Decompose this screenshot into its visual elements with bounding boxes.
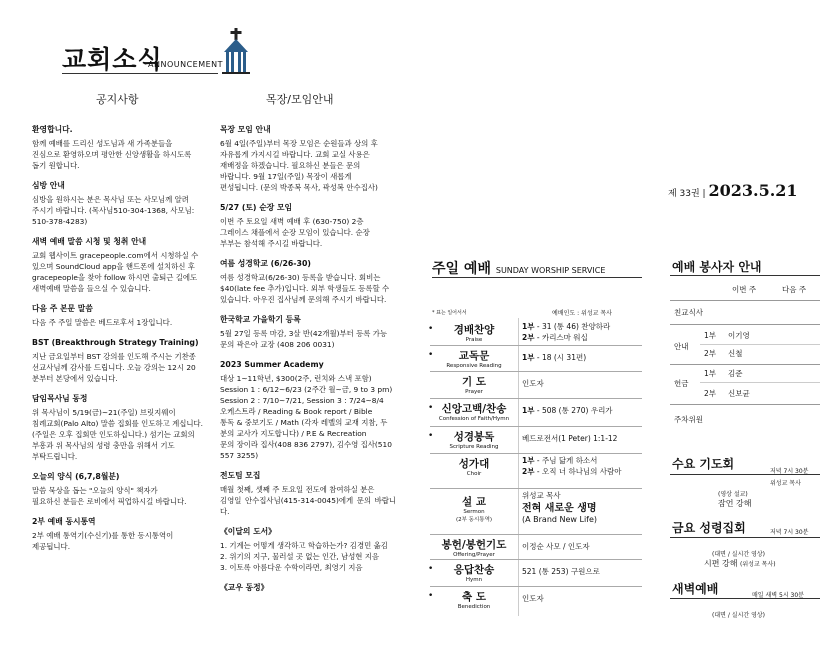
notice-body: 함께 예배를 드리신 성도님과 새 가족분들을 진심으로 환영하오며 평안한 신앙생활을 하시도록 돕기 원합니다.: [32, 139, 192, 170]
notice-title: 심방 안내: [32, 181, 65, 190]
worship-item-en: Prayer: [465, 389, 483, 395]
col-next-week: 다음 주: [782, 285, 807, 294]
worship-separator: [430, 534, 642, 535]
worship-item-detail: [518, 491, 645, 525]
worship-item-ko: 성경봉독: [453, 431, 495, 443]
notice-body: 여름 성경학교(6/26-30) 등록을 받습니다. 회비는 $40(late fee 추가)입니다. 외부 학생들도 등록할 수 있습니다. 아우진 집사님께 문의해 주시기 바랍니다.: [220, 273, 390, 304]
standing-marker: •: [428, 324, 434, 334]
worship-item: [430, 589, 645, 610]
fri-time: 저녁 7시 30분: [770, 529, 809, 536]
worship-title-ko: 주일 예배: [432, 261, 491, 277]
fri-note: (대면 / 실시간 영상): [712, 551, 765, 558]
worship-title-en: SUNDAY WORSHIP SERVICE: [495, 266, 606, 275]
issue-info: [668, 181, 798, 200]
worship-item-detail: [518, 434, 645, 445]
notice-section: [32, 180, 208, 227]
worship-item-name: [430, 589, 518, 610]
fri-rule: [670, 537, 820, 538]
worship-separator: [430, 559, 642, 560]
worship-item: [430, 401, 645, 422]
worship-item: [430, 456, 645, 477]
worship-item-name: [430, 494, 518, 523]
worship-item-detail: [518, 456, 645, 477]
notice-title: 여름 성경학교 (6/26-30): [220, 259, 311, 268]
page-subtitle: ANNOUNCEMENT: [148, 60, 224, 69]
wed-title: 수요 기도회: [672, 457, 735, 471]
notice-section: [220, 258, 396, 305]
worship-item-detail: [518, 379, 645, 390]
worship-item: [430, 322, 645, 343]
notice-section: [220, 526, 396, 573]
dawn-rule: [670, 598, 820, 599]
usher-name-2: 신철: [728, 349, 743, 358]
service-part: 1부: [522, 322, 535, 331]
worship-item-en: Scripture Reading: [449, 444, 499, 450]
notice-body: 대상 1~11학년, $300(2주, 런치와 스낵 포함) Session 1 : 6/12~6/23 (2주간 월~금, 9 to 3 pm) Session 2 : 7/10~7/21, Session 3 : 7/24~8/4 오케스트라 / Reading & Book report / Bible 통독 & 중보기도 / Math (각자 레벨의 교재 지참, 두 분의 교사가 지도합니다) / P.E & Recreation 문의 장이라 집사(408 836 2797), 김수영 집사(510 557 3255): [220, 374, 393, 460]
wed-leader: 위성교 목사: [770, 480, 801, 487]
issue-date: 2023.5.21: [708, 181, 798, 200]
col-this-week: 이번 주: [732, 285, 757, 294]
notice-section: [220, 470, 396, 517]
offering-label: 헌금: [674, 379, 689, 388]
service-leader: 예배인도 : 위성교 목사: [552, 310, 612, 317]
worship-item-en: Sermon: [463, 508, 485, 515]
worship-item: [430, 374, 645, 395]
groups-column: [220, 124, 396, 602]
standing-marker: •: [428, 564, 434, 574]
worship-item-ko: 설 교: [462, 495, 486, 508]
worship-item-name: [430, 429, 518, 450]
notice-title: BST (Breakthrough Strategy Training): [32, 338, 199, 347]
notice-title: 《이달의 도서》: [220, 527, 276, 536]
fri-title: 금요 성령집회: [672, 521, 746, 535]
notice-section: [220, 582, 396, 593]
worship-separator: [430, 453, 642, 454]
worship-item-detail: [518, 567, 645, 578]
worship-separator: [430, 488, 642, 489]
worship-item-ko: 경배찬양: [453, 324, 495, 336]
worship-item-en: Praise: [465, 337, 483, 343]
worship-separator: [430, 345, 642, 346]
dawn-title: 새벽예배: [672, 582, 719, 596]
service-text: 이정순 사모 / 인도자: [522, 542, 590, 552]
notice-body: 6월 4일(주일)부터 목장 모임은 순원들과 상의 후 자유롭게 가지시길 바랍니다. 교회 교실 사용은 재배정을 하겠습니다. 필요하신 분들은 문의 바랍니다. 9월 17일(주일) 목장이 새롭게 편성됩니다. (문의 박종복 목사, 곽성복 안수집사): [220, 139, 378, 192]
worship-item-detail: [518, 594, 645, 605]
standing-marker: •: [428, 591, 434, 601]
worship-item-en: Offering/Prayer: [453, 552, 495, 558]
worship-separator: [430, 398, 642, 399]
notice-title: 다음 주 본문 말씀: [32, 304, 93, 313]
offering-name-2: 신보균: [728, 389, 750, 398]
notice-section: [32, 124, 208, 171]
notice-body: 말씀 묵상을 돕는 "오늘의 양식" 책자가 필요하신 분들은 로비에서 픽업하시길 바랍니다.: [32, 486, 187, 506]
worship-item-ko: 봉헌/봉헌기도: [441, 539, 507, 551]
notice-section: [32, 236, 208, 294]
fellowship-meal-label: 친교식사: [674, 308, 703, 317]
notice-body: 심방을 원하시는 분은 목사님 또는 사모님께 알려 주시기 바랍니다. (목사님510-304-1368, 사모님: 510-378-4283): [32, 195, 195, 226]
worship-separator: [430, 426, 642, 427]
worship-item-en: Choir: [466, 471, 482, 477]
notice-title: 《교우 동정》: [220, 583, 269, 592]
service-part: 2부: [522, 466, 535, 476]
worship-item-ko: 성가대: [458, 458, 490, 470]
worship-item-name: [430, 348, 518, 369]
service-text: - 주님 닮게 하소서: [534, 456, 598, 465]
service-text: 인도자: [522, 594, 544, 604]
notices-column: [32, 124, 208, 561]
worship-item: [430, 429, 645, 450]
notice-title: 5/27 (토) 순장 모임: [220, 203, 293, 212]
notice-title: 목장 모임 안내: [220, 125, 271, 134]
worship-item-name: [430, 401, 518, 422]
page-title: 교회소식: [62, 45, 163, 74]
worship-item-ko: 축 도: [462, 591, 486, 603]
standing-note: * 표는 일어서서: [432, 310, 467, 316]
service-text: 전혀 새로운 생명: [522, 502, 597, 514]
worship-item-en: Hymn: [465, 577, 483, 583]
worship-item: [430, 491, 645, 525]
offering-part-2: 2부: [704, 389, 717, 398]
wed-rule: [670, 474, 820, 475]
service-text: 베드로전서(1 Peter) 1:1-12: [522, 434, 618, 444]
wed-topic: 잠언 강해: [718, 499, 752, 508]
worship-item: [430, 562, 645, 583]
usher-part-2: 2부: [704, 349, 717, 358]
worship-item-en: Responsive Reading: [446, 363, 502, 369]
service-text: - 오직 너 하나님의 사람아: [534, 466, 622, 476]
notice-title: 환영합니다.: [32, 125, 73, 134]
service-text: - 카리스마 워십: [534, 332, 588, 342]
parking-label: 주차위원: [674, 415, 703, 424]
notice-title: 2부 예배 동시통역: [32, 517, 96, 526]
service-text: - 31 (통 46) 찬양하라: [534, 322, 611, 331]
notice-title: 2023 Summer Academy: [220, 360, 324, 369]
notice-section: [32, 303, 208, 328]
standing-marker: •: [428, 403, 434, 413]
notice-title: 전도팀 모집: [220, 471, 261, 480]
column-heading-groups: 목장/모임안내: [266, 93, 334, 106]
worship-item-en: Confession of Faith/Hymn: [438, 416, 510, 422]
worship-item-ko: 신앙고백/찬송: [441, 403, 507, 415]
worship-title: [432, 258, 605, 278]
worship-item-detail: [518, 353, 645, 364]
worship-item-name: [430, 562, 518, 583]
notice-section: [220, 202, 396, 249]
usher-name-1: 이기영: [728, 331, 750, 340]
worship-separator: [430, 371, 642, 372]
worship-rule: [432, 277, 642, 278]
notice-section: [32, 393, 208, 462]
service-part: 2부: [522, 332, 535, 342]
worship-item-name: [430, 322, 518, 343]
notice-body: 1. 기계는 어떻게 생각하고 학습하는가? 김경민 옮김 2. 위기의 지구, 물러설 곳 없는 인간, 남성현 지음 3. 이토록 아름다운 수학이라면, 최영기 지음: [220, 541, 388, 572]
standing-marker: •: [428, 431, 434, 441]
notice-title: 새벽 예배 말씀 시청 및 청취 안내: [32, 237, 147, 246]
church-icon: [222, 28, 250, 74]
notice-body: 다음 주 주일 말씀은 베드로후서 1장입니다.: [32, 318, 173, 327]
notice-section: [32, 471, 208, 507]
notice-body: 매월 첫째, 셋째 주 토요일 전도에 참여하실 분은 김영일 안수집사님(415-314-0045)에게 문의 바랍니다.: [220, 485, 396, 516]
dawn-note: (대면 / 실시간 영상): [712, 612, 765, 619]
notice-section: [220, 314, 396, 350]
worship-item-detail: [518, 542, 645, 553]
service-part: 1부: [522, 353, 535, 363]
worship-item: [430, 348, 645, 369]
wed-time: 저녁 7시 30분: [770, 468, 809, 475]
notice-body: 이번 주 토요일 새벽 예배 후 (630-750) 2층 그레이스 채플에서 순장 모임이 있습니다. 순장 부부는 참석해 주시길 바랍니다.: [220, 217, 370, 248]
notice-body: 지난 금요일부터 BST 강의를 인도해 주시는 기찬종 선교사님께 감사를 드립니다. 오늘 강의는 12시 20 분부터 본당에서 있습니다.: [32, 352, 196, 383]
notice-body: 교회 웹사이트 gracepeople.com에서 시청하실 수 있으며 SoundCloud app을 핸드폰에 설치하신 후 gracepeople을 찾아 follow 하시면 출퇴근 길에도 새벽예배 말씀을 들으실 수 있습니다.: [32, 251, 199, 293]
service-text: 521 (통 253) 구원으로: [522, 567, 600, 577]
column-heading-notices: 공지사항: [96, 93, 139, 106]
notice-body: 2부 예배 통역기(수신기)를 통한 동시통역이 제공됩니다.: [32, 531, 174, 551]
servers-table: [670, 280, 820, 430]
fri-topic: 시편 강해 (위성교 목사): [704, 559, 776, 568]
dawn-time: 매일 새벽 5시 30분: [752, 592, 804, 599]
worship-item-detail: [518, 406, 645, 417]
servers-rule: [670, 275, 820, 276]
worship-item-en: Benediction: [457, 604, 491, 610]
service-text: - 18 (시 31편): [534, 353, 587, 363]
issue-volume: 제 33권 |: [668, 189, 706, 199]
worship-item-ko: 교독문: [458, 350, 490, 362]
worship-separator: [430, 586, 642, 587]
notice-title: 담임목사님 동정: [32, 394, 88, 403]
wed-note: (영상 설교): [718, 491, 748, 498]
offering-name-1: 김준: [728, 369, 743, 378]
notice-section: [32, 337, 208, 384]
notice-body: 5월 27일 등록 마감, 3살 반(42개월)부터 등록 가능 문의 곽은아 교장 (408 206 0031): [220, 329, 388, 349]
worship-item-detail: [518, 322, 645, 343]
worship-item: [430, 537, 645, 558]
worship-item-name: [430, 374, 518, 395]
worship-item-ko: 기 도: [462, 376, 486, 388]
worship-item-note: (2부 동시통역): [455, 516, 493, 523]
service-text: 위성교 목사: [522, 491, 561, 500]
standing-marker: •: [428, 350, 434, 360]
notice-body: 위 목사님이 5/19(금)~21(주일) 브릿지웨이 침례교회(Palo Alto) 말씀 집회를 인도하고 계십니다. (주일은 오후 집회만 인도하십니다.) 섬기는 교회의 부흥과 위 목사님의 성령 충만을 위해서 기도 부탁드립니다.: [32, 408, 203, 461]
worship-item-ko: 응답찬송: [453, 564, 495, 576]
ushers-label: 안내: [674, 342, 689, 351]
usher-part-1: 1부: [704, 331, 717, 340]
notice-title: 한국학교 가을학기 등록: [220, 315, 301, 324]
service-text: 인도자: [522, 379, 544, 389]
notice-section: [220, 359, 396, 461]
notice-section: [32, 516, 208, 552]
header-rule: [62, 73, 218, 74]
service-part: 1부: [522, 406, 535, 416]
notice-section: [220, 124, 396, 193]
service-text: (A Brand New Life): [522, 514, 598, 524]
offering-part-1: 1부: [704, 369, 717, 378]
worship-item-name: [430, 456, 518, 477]
service-part: 1부: [522, 456, 535, 465]
notice-title: 오늘의 양식 (6,7,8월분): [32, 472, 120, 481]
worship-item-name: [430, 537, 518, 558]
servers-title: 예배 봉사자 안내: [672, 260, 762, 274]
service-text: - 508 (통 270) 우리가: [534, 406, 613, 416]
